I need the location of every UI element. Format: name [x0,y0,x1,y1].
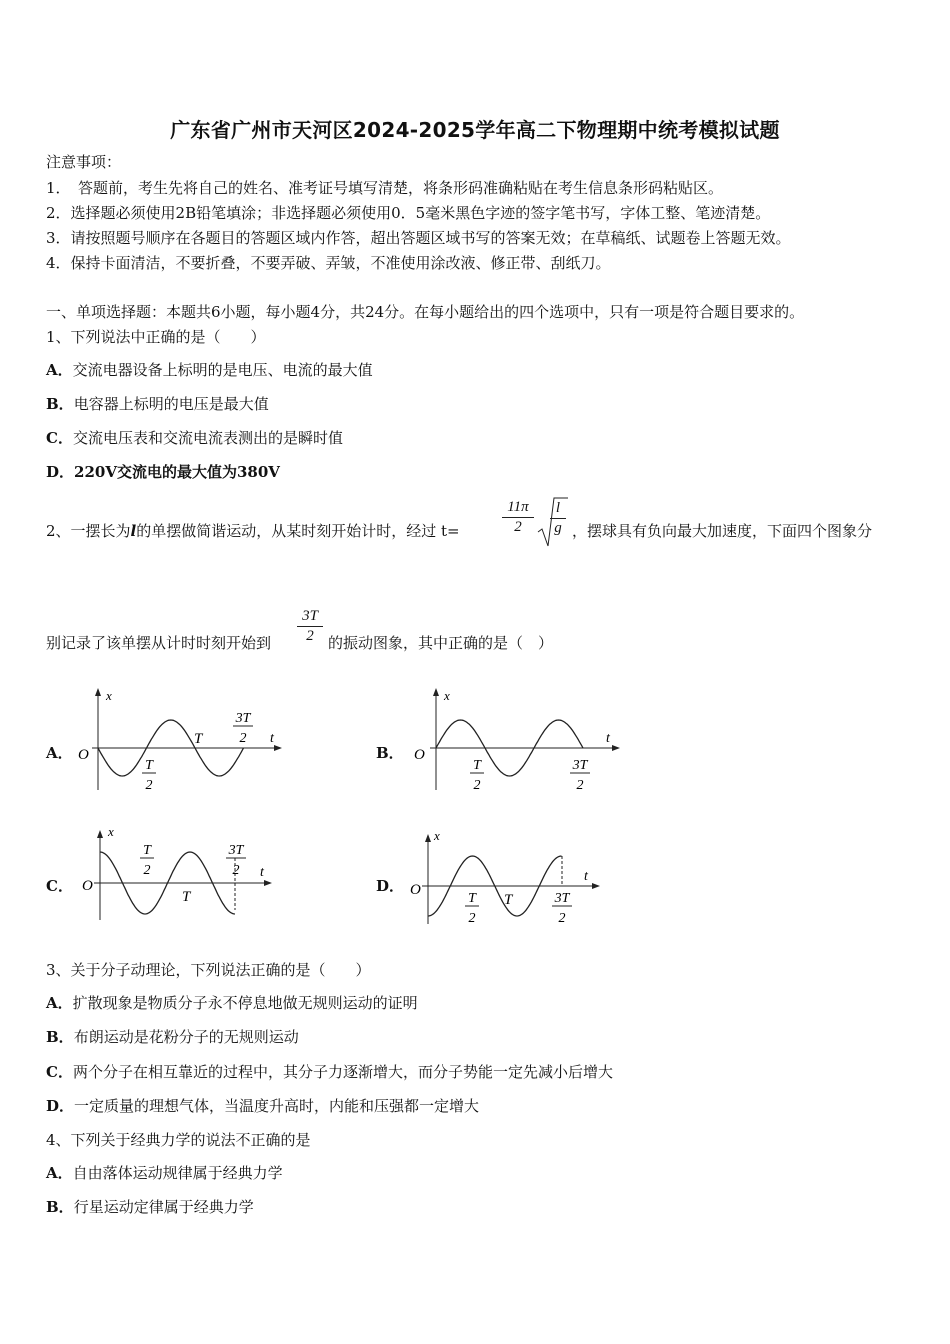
t-axis-label: t [584,869,588,884]
option-letter: B． [46,1198,74,1216]
q1-option-d [46,462,280,482]
graph-d [400,820,620,930]
option-letter: A． [46,994,73,1012]
option-letter: A． [46,361,73,379]
question-2-stem-line2: 别记录了该单摆从计时时刻开始到 [46,634,272,652]
section-heading: 一、单项选择题：本题共6小题，每小题4分，共24分。在每小题给出的四个选项中，只有一项是符合题目要求的。 [46,303,805,321]
option-letter: D． [46,463,75,481]
arrow-right-icon [274,745,282,751]
option-text: 交流电器设备上标明的是电压、电流的最大值 [72,361,373,379]
graph-label-a: A． [46,744,73,762]
origin-label: O [414,747,425,763]
q4-option-a [46,1163,283,1183]
tick-label-T: T [182,889,191,905]
option-text: 220V交流电的最大值为380V [74,463,280,481]
arrow-up-icon [433,688,439,696]
pendulum-length-symbol: l [130,522,137,540]
x-axis-label: x [106,688,112,703]
notice-heading: 注意事项： [46,153,122,171]
notice-item: 3．请按照题号顺序在各题目的答题区域内作答，超出答题区域书写的答案无效；在草稿纸、试题卷上答题无效。 [46,229,791,247]
q1-option-b [46,394,269,414]
option-letter: B． [46,395,74,413]
tick-label-3T2-den: 2 [558,911,566,926]
tick-label-3T2-num: 3T [554,891,570,906]
option-text: 布朗运动是花粉分子的无规则运动 [73,1028,299,1046]
question-3-stem: 3、关于分子动理论，下列说法正确的是（ ） [46,961,371,979]
graph-label-b: B． [376,744,404,762]
arrow-up-icon [97,830,103,838]
origin-label: O [410,882,421,898]
page-title: 广东省广州市天河区2024-2025学年高二下物理期中统考模拟试题 [170,118,780,142]
q3-option-c [46,1062,613,1082]
t-axis-label: t [260,865,264,880]
q1-option-c [46,428,343,448]
graph-b [400,680,630,800]
option-text: 一定质量的理想气体，当温度升高时，内能和压强都一定增大 [74,1097,480,1115]
tick-label-T2-den: 2 [468,911,476,926]
tick-label-T2-num: T [468,891,476,906]
q3-option-d [46,1096,479,1116]
option-text: 两个分子在相互靠近的过程中，其分子力逐渐增大，而分子势能一定先减小后增大 [72,1063,613,1081]
tick-label-T2-den: 2 [145,778,153,793]
tick-label-T2-num: T [473,758,481,773]
graph-a [70,680,290,800]
origin-label: O [78,747,89,763]
arrow-right-icon [264,880,272,886]
q1-option-a [46,360,373,380]
origin-label: O [82,878,93,894]
tick-label-3T2-den: 2 [239,731,247,746]
option-text: 电容器上标明的电压是最大值 [73,395,269,413]
option-text: 行星运动定律属于经典力学 [73,1198,254,1216]
option-text: 自由落体运动规律属于经典力学 [72,1164,283,1182]
tick-label-3T2-den: 2 [576,778,584,793]
q3-option-a [46,993,418,1013]
tick-label-3T2-num: 3T [228,843,244,858]
tick-label-3T2-den: 2 [232,863,240,878]
notice-item: 1． 答题前，考生先将自己的姓名、准考证号填写清楚，将条形码准确粘贴在考生信息条形码粘贴区。 [46,179,724,197]
fraction-numerator: 11π [507,499,529,515]
option-letter: B． [46,1028,74,1046]
tick-label-3T2-num: 3T [572,758,588,773]
question-4-stem: 4、下列关于经典力学的说法不正确的是 [46,1131,311,1149]
tick-label-T2-den: 2 [473,778,481,793]
x-axis-label: x [434,828,440,843]
fraction-numerator: l [555,500,561,516]
tick-label-T2-num: T [143,843,151,858]
fraction-denominator: 2 [514,519,522,535]
option-letter: C． [46,429,73,447]
stem-part: 2、一摆长为 [46,522,131,540]
stem-part: 的单摆做简谐运动，从某时刻开始计时，经过 t= [136,522,460,540]
q3-option-b [46,1027,299,1047]
graph-label-c: C． [46,877,73,895]
fraction-numerator: 3T [302,608,318,624]
option-letter: A． [46,1164,73,1182]
graph-label-d: D． [376,877,405,895]
question-2-stem [46,521,460,541]
option-text: 交流电压表和交流电流表测出的是瞬时值 [72,429,343,447]
sqrt-fraction [550,500,566,537]
option-text: 扩散现象是物质分子永不停息地做无规则运动的证明 [72,994,418,1012]
end-time-fraction [297,608,323,645]
fraction-denominator: 2 [306,628,314,644]
option-letter: D． [46,1097,75,1115]
time-fraction [502,499,534,536]
x-axis-label: x [444,688,450,703]
option-letter: C． [46,1063,73,1081]
tick-label-T: T [504,892,513,908]
question-2-stem-end: 的振动图象，其中正确的是（ ） [328,634,554,652]
tick-label-T: T [194,731,203,747]
notice-item: 2．选择题必须使用2B铅笔填涂；非选择题必须使用0．5毫米黑色字迹的签字笔书写，字体工整、笔迹清楚。 [46,204,771,222]
question-2-stem-cont: ，摆球具有负向最大加速度，下面四个图象分 [572,522,873,540]
q4-option-b [46,1197,254,1217]
graph-c [70,820,290,930]
arrow-up-icon [95,688,101,696]
arrow-right-icon [592,883,600,889]
question-1-stem: 1、下列说法中正确的是（ ） [46,328,266,346]
t-axis-label: t [270,731,274,746]
arrow-right-icon [612,745,620,751]
x-axis-label: x [108,824,114,839]
tick-label-3T2-num: 3T [235,711,251,726]
arrow-up-icon [425,834,431,842]
notice-item: 4．保持卡面清洁，不要折叠，不要弄破、弄皱，不准使用涂改液、修正带、刮纸刀。 [46,254,611,272]
t-axis-label: t [606,731,610,746]
tick-label-T2-den: 2 [143,863,151,878]
tick-label-T2-num: T [145,758,153,773]
fraction-denominator: g [554,520,562,536]
